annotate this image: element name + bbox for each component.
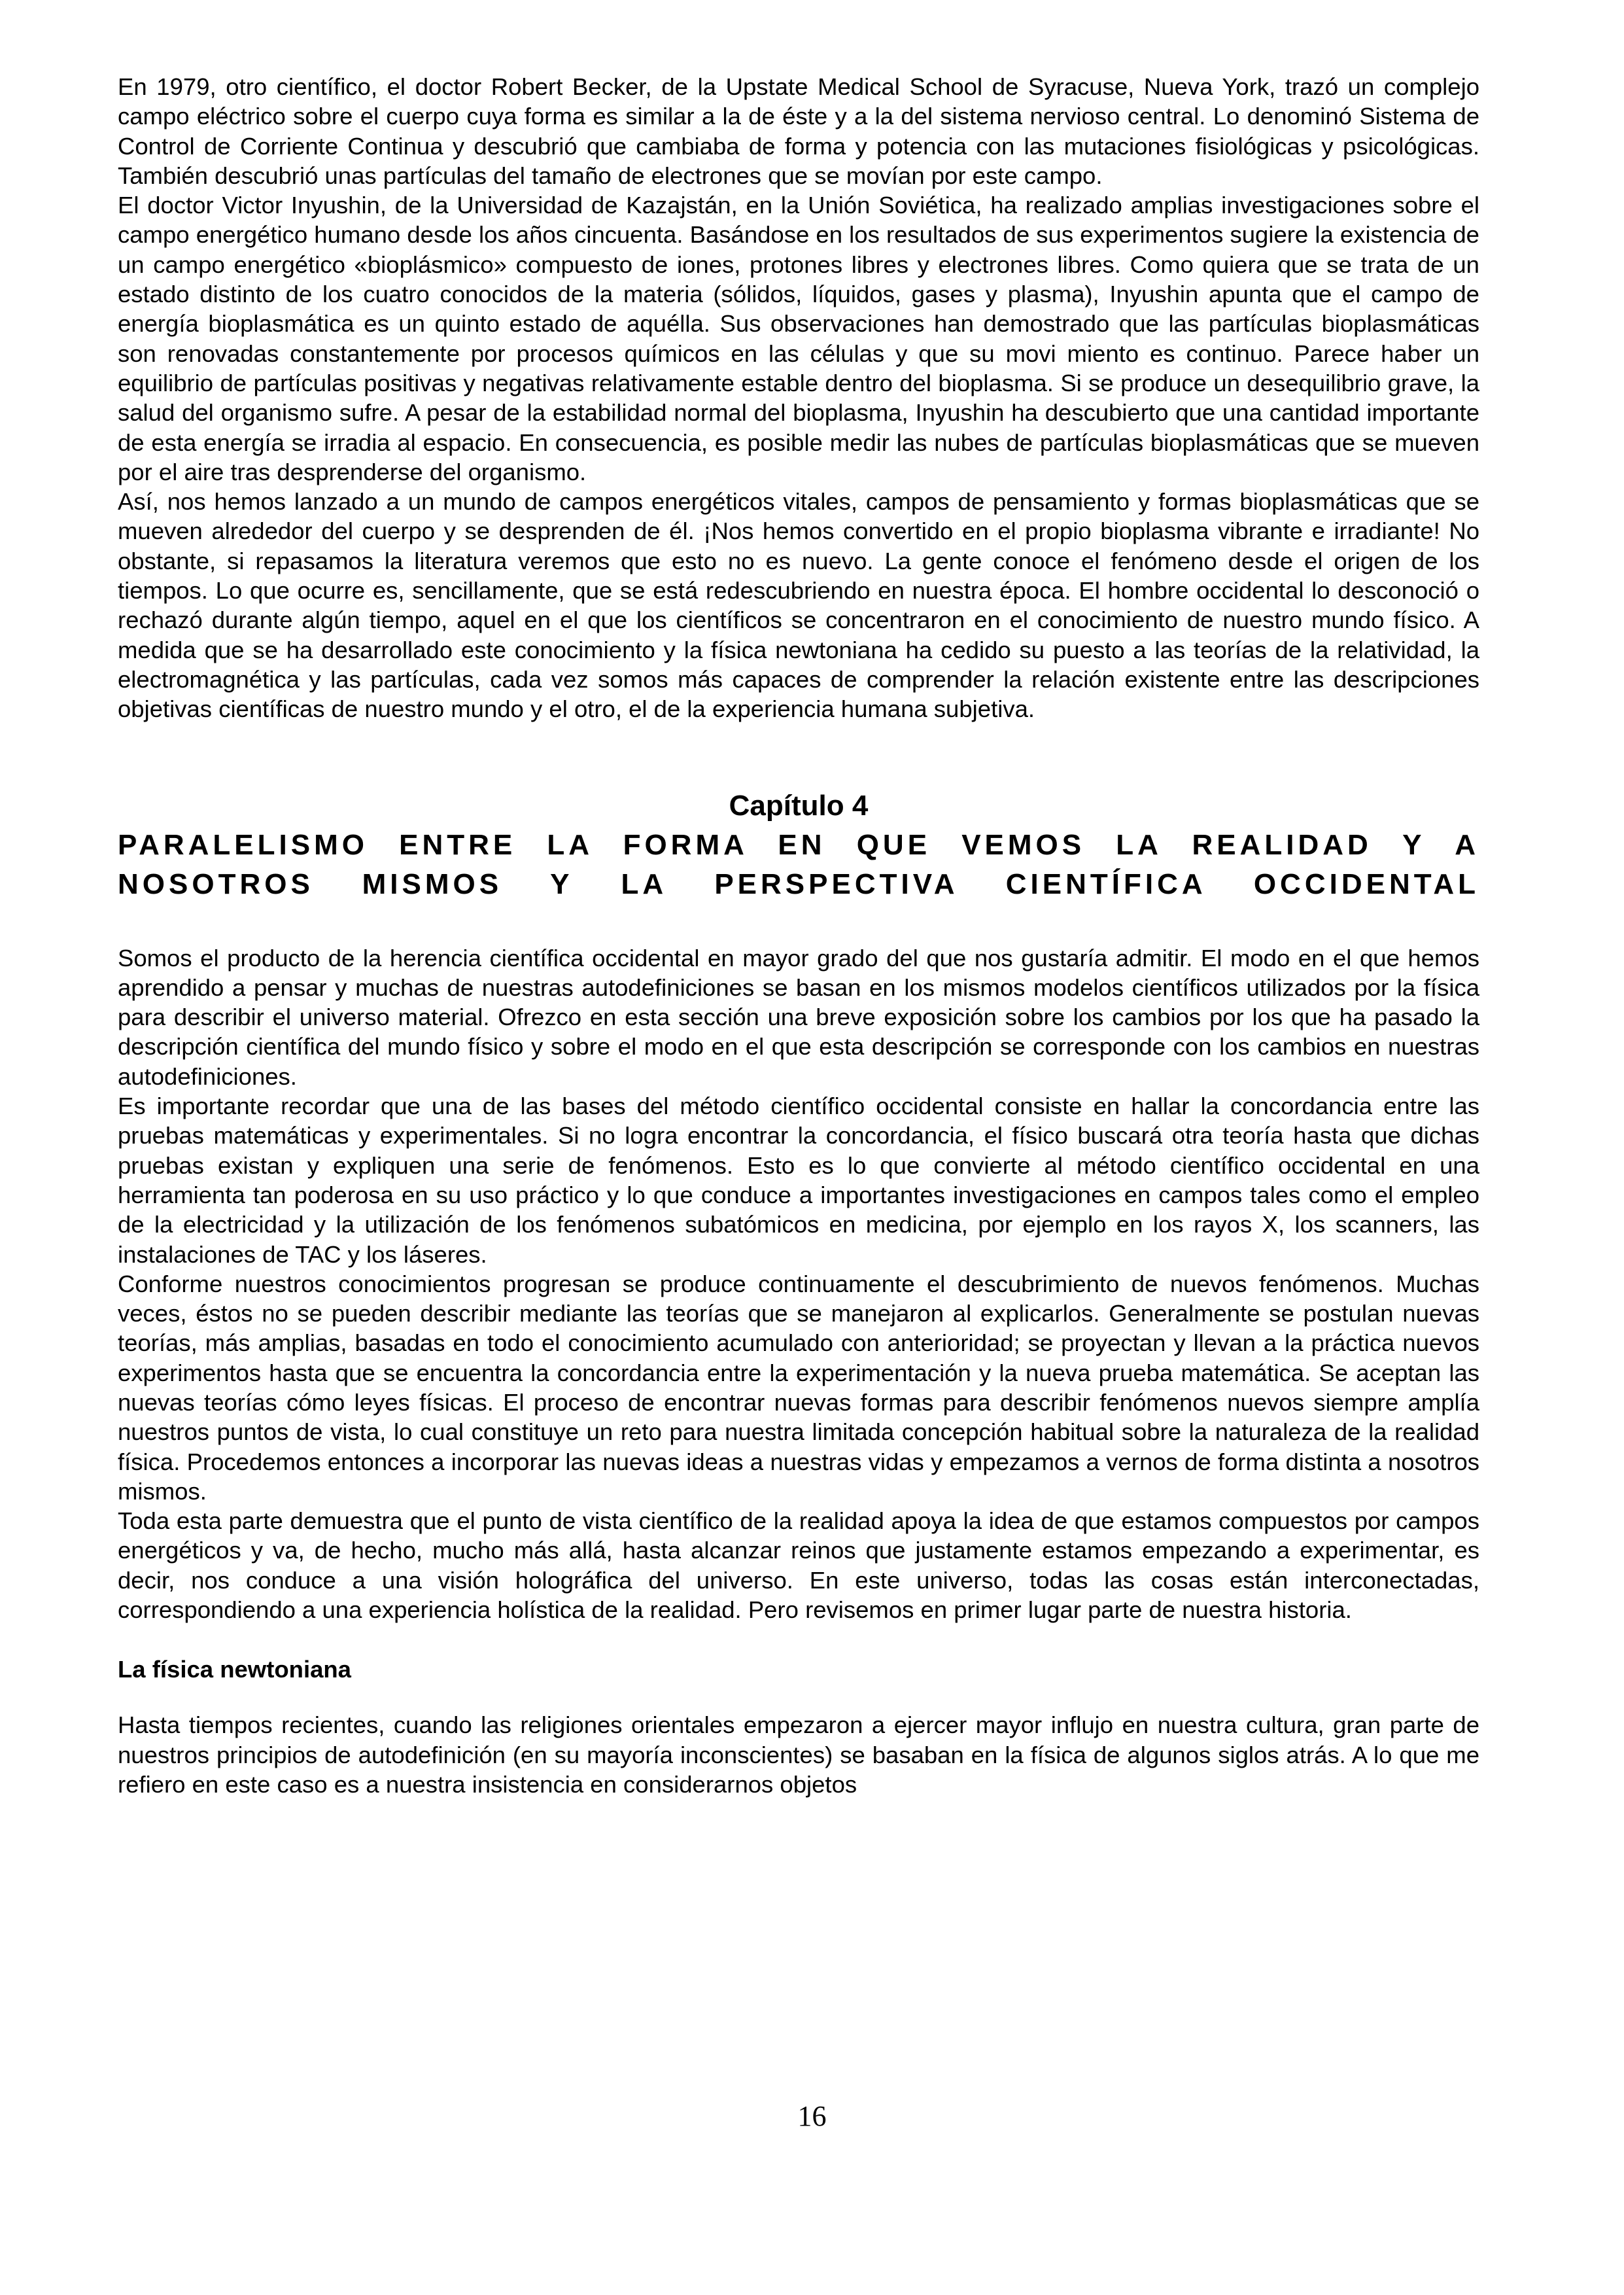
page-content — [118, 72, 1479, 1799]
chapter-body — [118, 943, 1479, 1625]
paragraph-becker: En 1979, otro científico, el doctor Robert Becker, de la Upstate Medical School de Syracuse, Nueva York, trazó un complejo campo eléctrico sobre el cuerpo cuya forma es similar a la de éste y a la del sistema nervioso central. Lo denominó Sistema de Control de Corriente Continua y descubrió que cambiaba de forma y potencia con las mutaciones fisiológicas y psicológicas. También descubrió unas partículas del tamaño de electrones que se movían por este campo. — [118, 73, 1479, 189]
section-title: La física newtoniana — [118, 1656, 351, 1683]
paragraph-campos-energeticos: Así, nos hemos lanzado a un mundo de campos energéticos vitales, campos de pensamiento y formas bioplasmáticas que se mueven alrededor del cuerpo y se desprenden de él. ¡Nos hemos convertido en el propio bioplasma vibrante e irradiante! No obstante, si repasamos la literatura veremos que esto no es nuevo. La gente conoce el fenómeno desde el origen de los tiempos. Lo que ocurre es, sencillamente, que se está redescubriendo en nuestra época. El hombre occidental lo desconoció o rechazó durante algún tiempo, aquel en el que los científicos se concentraron en el conocimiento de nuestro mundo físico. A medida que se ha desarrollado este conocimiento y la física newtoniana ha cedido su puesto a las teorías de la relatividad, la electromagnética y las partículas, cada vez somos más capaces de comprender la relación existente entre las descripciones objetivas científicas de nuestro mundo y el otro, el de la experiencia humana subjetiva. — [118, 488, 1479, 723]
paragraph-conocimientos: Conforme nuestros conocimientos progresan se produce continuamente el descubrimiento de nuevos fenómenos. Muchas veces, éstos no se pueden describir mediante las teorías que se manejaron al explicarlos. Generalmente se postulan nuevas teorías, más amplias, basadas en todo el conocimiento acumulado con anterioridad; se proyectan y llevan a la práctica nuevos experimentos hasta que se encuentra la concordancia entre la experimentación y la nueva prueba matemática. Se aceptan las nuevas teorías cómo leyes físicas. El proceso de encontrar nuevas formas para describir fenómenos nuevos siempre amplía nuestros puntos de vista, lo cual constituye un reto para nuestra limitada concepción habitual sobre la naturaleza de la realidad física. Procedemos entonces a incorporar las nuevas ideas a nuestras vidas y empezamos a vernos de forma distinta a nosotros mismos. — [118, 1270, 1479, 1505]
paragraph-metodo: Es importante recordar que una de las bases del método científico occidental consiste en hallar la concordancia entre las pruebas matemáticas y experimentales. Si no logra encontrar la concordancia, el físico buscará otra teoría hasta que dichas pruebas existan y expliquen una serie de fenómenos. Esto es lo que convierte al método científico occidental en una herramienta tan poderosa en su uso práctico y lo que conduce a importantes investigaciones en campos tales como el empleo de la electricidad y la utilización de los fenómenos subatómicos en medicina, por ejemplo en los rayos X, los scanners, las instalaciones de TAC y los láseres. — [118, 1093, 1479, 1268]
chapter-number: Capítulo 4 — [729, 789, 869, 822]
paragraph-newtoniana: Hasta tiempos recientes, cuando las religiones orientales empezaron a ejercer mayor influjo en nuestra cultura, gran parte de nuestros principios de autodefinición (en su mayoría inconscientes) se basaban en la física de algunos siglos atrás. A lo que me refiero en este caso es a nuestra insistencia en considerarnos objetos — [118, 1711, 1479, 1798]
chapter-title — [118, 826, 1479, 904]
chapter-title-line-1: PARALELISMO ENTRE LA FORMA EN QUE VEMOS LA REALIDAD Y A — [118, 828, 1479, 861]
chapter-heading — [118, 786, 1479, 904]
paragraph-inyushin: El doctor Victor Inyushin, de la Universidad de Kazajstán, en la Unión Soviética, ha realizado amplias investigaciones sobre el campo energético humano desde los años cincuenta. Basándose en los resultados de sus experimentos sugiere la existencia de un campo energético «bioplásmico» compuesto de iones, protones libres y electrones libres. Como quiera que se trata de un estado distinto de los cuatro conocidos de la materia (sólidos, líquidos, gases y plasma), Inyushin apunta que el campo de energía bioplasmática es un quinto estado de aquélla. Sus observaciones han demostrado que las partículas bioplasmáticas son renovadas constantemente por procesos químicos en las células y que su movi miento es continuo. Parece haber un equilibrio de partículas positivas y negativas relativamente estable dentro del bioplasma. Si se produce un desequilibrio grave, la salud del organismo sufre. A pesar de la estabilidad normal del bioplasma, Inyushin ha descubierto que una cantidad importante de esta energía se irradia al espacio. En consecuencia, es posible medir las nubes de partículas bioplasmáticas que se mueven por el aire tras desprenderse del organismo. — [118, 192, 1479, 485]
page-number: 16 — [797, 2100, 827, 2132]
paragraph-herencia: Somos el producto de la herencia científica occidental en mayor grado del que nos gustaría admitir. El modo en el que hemos aprendido a pensar y muchas de nuestras autodefiniciones se basan en los mismos modelos científicos utilizados por la física para describir el universo material. Ofrezco en esta sección una breve exposición sobre los cambios por los que ha pasado la descripción científica del mundo físico y sobre el modo en el que esta descripción se corresponde con los cambios en nuestras autodefiniciones. — [118, 944, 1479, 1090]
chapter-title-line-2: NOSOTROS MISMOS Y LA PERSPECTIVA CIENTÍFICA OCCIDENTAL — [118, 867, 1479, 900]
paragraph-holografica: Toda esta parte demuestra que el punto de vista científico de la realidad apoya la idea de que estamos compuestos por campos energéticos y va, de hecho, mucho más allá, hasta alcanzar reinos que justamente estamos empezando a experimentar, es decir, nos conduce a una visión holográfica del universo. En este universo, todas las cosas están interconectadas, correspondiendo a una experiencia holística de la realidad. Pero revisemos en primer lugar parte de nuestra historia. — [118, 1507, 1479, 1624]
